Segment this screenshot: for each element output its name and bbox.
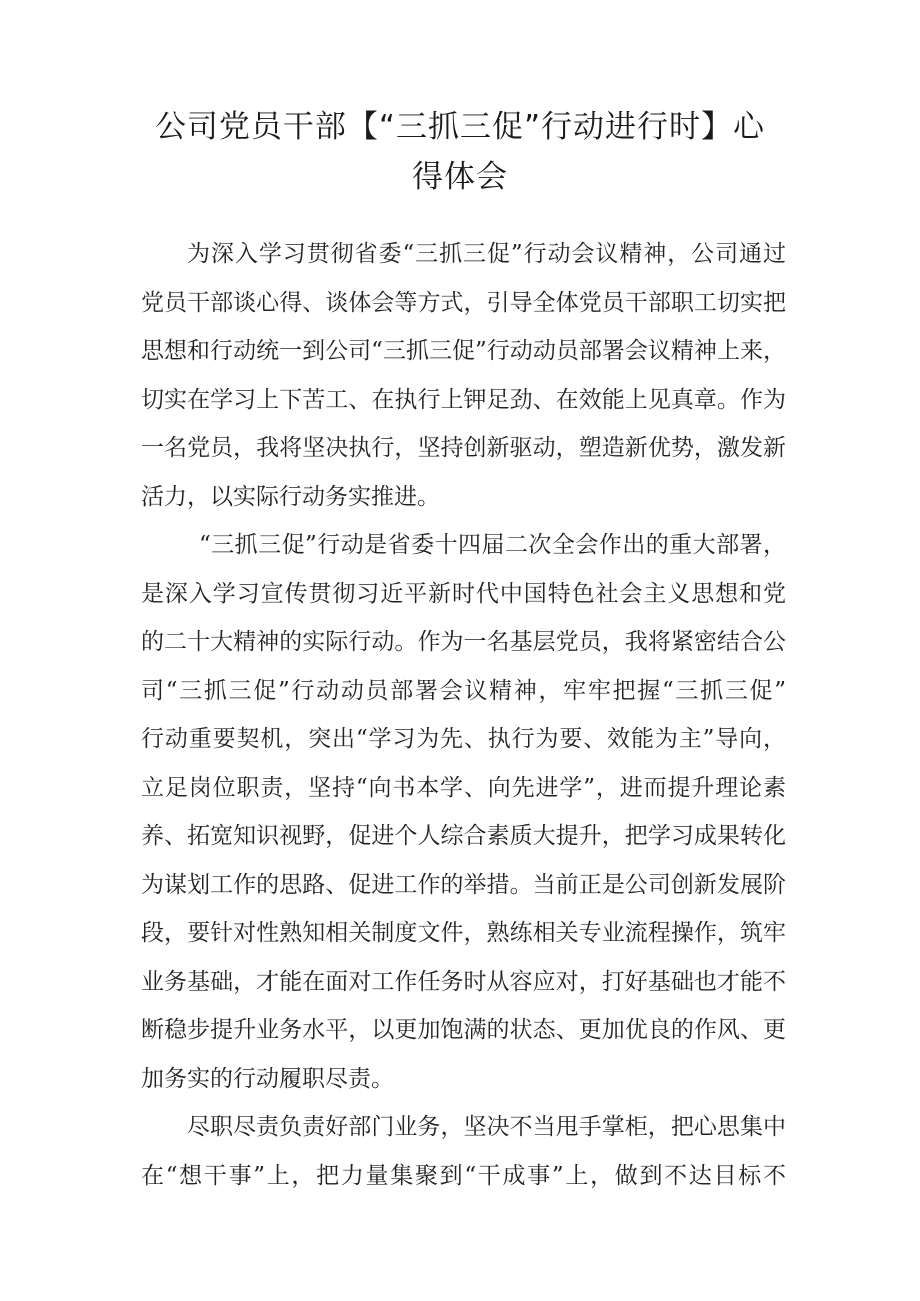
text-line: 养、拓宽知识视野，促进个人综合素质大提升，把学习成果转化 (141, 823, 786, 849)
title-line: 得体会 (412, 159, 508, 195)
text-line: 业务基础，才能在面对工作任务时从容应对，打好基础也才能不 (141, 968, 786, 995)
text-line: 是深入学习宣传贯彻习近平新时代中国特色社会主义思想和党 (141, 580, 786, 607)
text-line: 司“三抓三促”行动动员部署会议精神，牢牢把握“三抓三促” (141, 677, 786, 704)
text-line: 为深入学习贯彻省委“三抓三促”行动会议精神，公司通过 (187, 241, 786, 267)
paragraph-3 (141, 1103, 786, 1200)
text-line: 在“想干事”上，把力量集聚到“干成事”上，做到不达目标不 (141, 1162, 786, 1189)
title-line: 公司党员干部【“三抓三促”行动进行时】心 (154, 109, 766, 145)
text-line: 党员干部谈心得、谈体会等方式，引导全体党员干部职工切实把 (141, 289, 786, 316)
text-line: 的二十大精神的实际行动。作为一名基层党员，我将紧密结合公 (141, 629, 786, 655)
document-title (130, 102, 790, 202)
text-line: 尽职尽责负责好部门业务，坚决不当甩手掌柜，把心思集中 (187, 1114, 786, 1140)
text-line: 行动重要契机，突出“学习为先、执行为要、效能为主”导向， (141, 726, 786, 752)
text-line: “三抓三促”行动是省委十四届二次全会作出的重大部署， (199, 532, 786, 558)
text-line: 切实在学习上下苦工、在执行上钾足劲、在效能上见真章。作为 (141, 386, 786, 413)
text-line: 思想和行动统一到公司“三抓三促”行动动员部署会议精神上来， (141, 338, 786, 364)
text-line: 活力，以实际行动务实推进。 (141, 483, 440, 510)
text-line: 段，要针对性熟知相关制度文件，熟练相关专业流程操作，筑牢 (141, 920, 786, 946)
text-line: 加务实的行动履职尽责。 (141, 1065, 394, 1092)
text-line: 一名党员，我将坚决执行，坚持创新驱动，塑造新优势，激发新 (141, 435, 786, 461)
text-line: 为谋划工作的思路、促进工作的举措。当前正是公司创新发展阶 (141, 871, 786, 898)
text-line: 断稳步提升业务水平，以更加饱满的状态、更加优良的作风、更 (141, 1017, 786, 1043)
paragraph-2 (141, 521, 786, 1103)
paragraph-1 (141, 230, 786, 521)
document-body (141, 230, 786, 1200)
text-line: 立足岗位职责，坚持“向书本学、向先进学”，进而提升理论素 (141, 774, 786, 801)
